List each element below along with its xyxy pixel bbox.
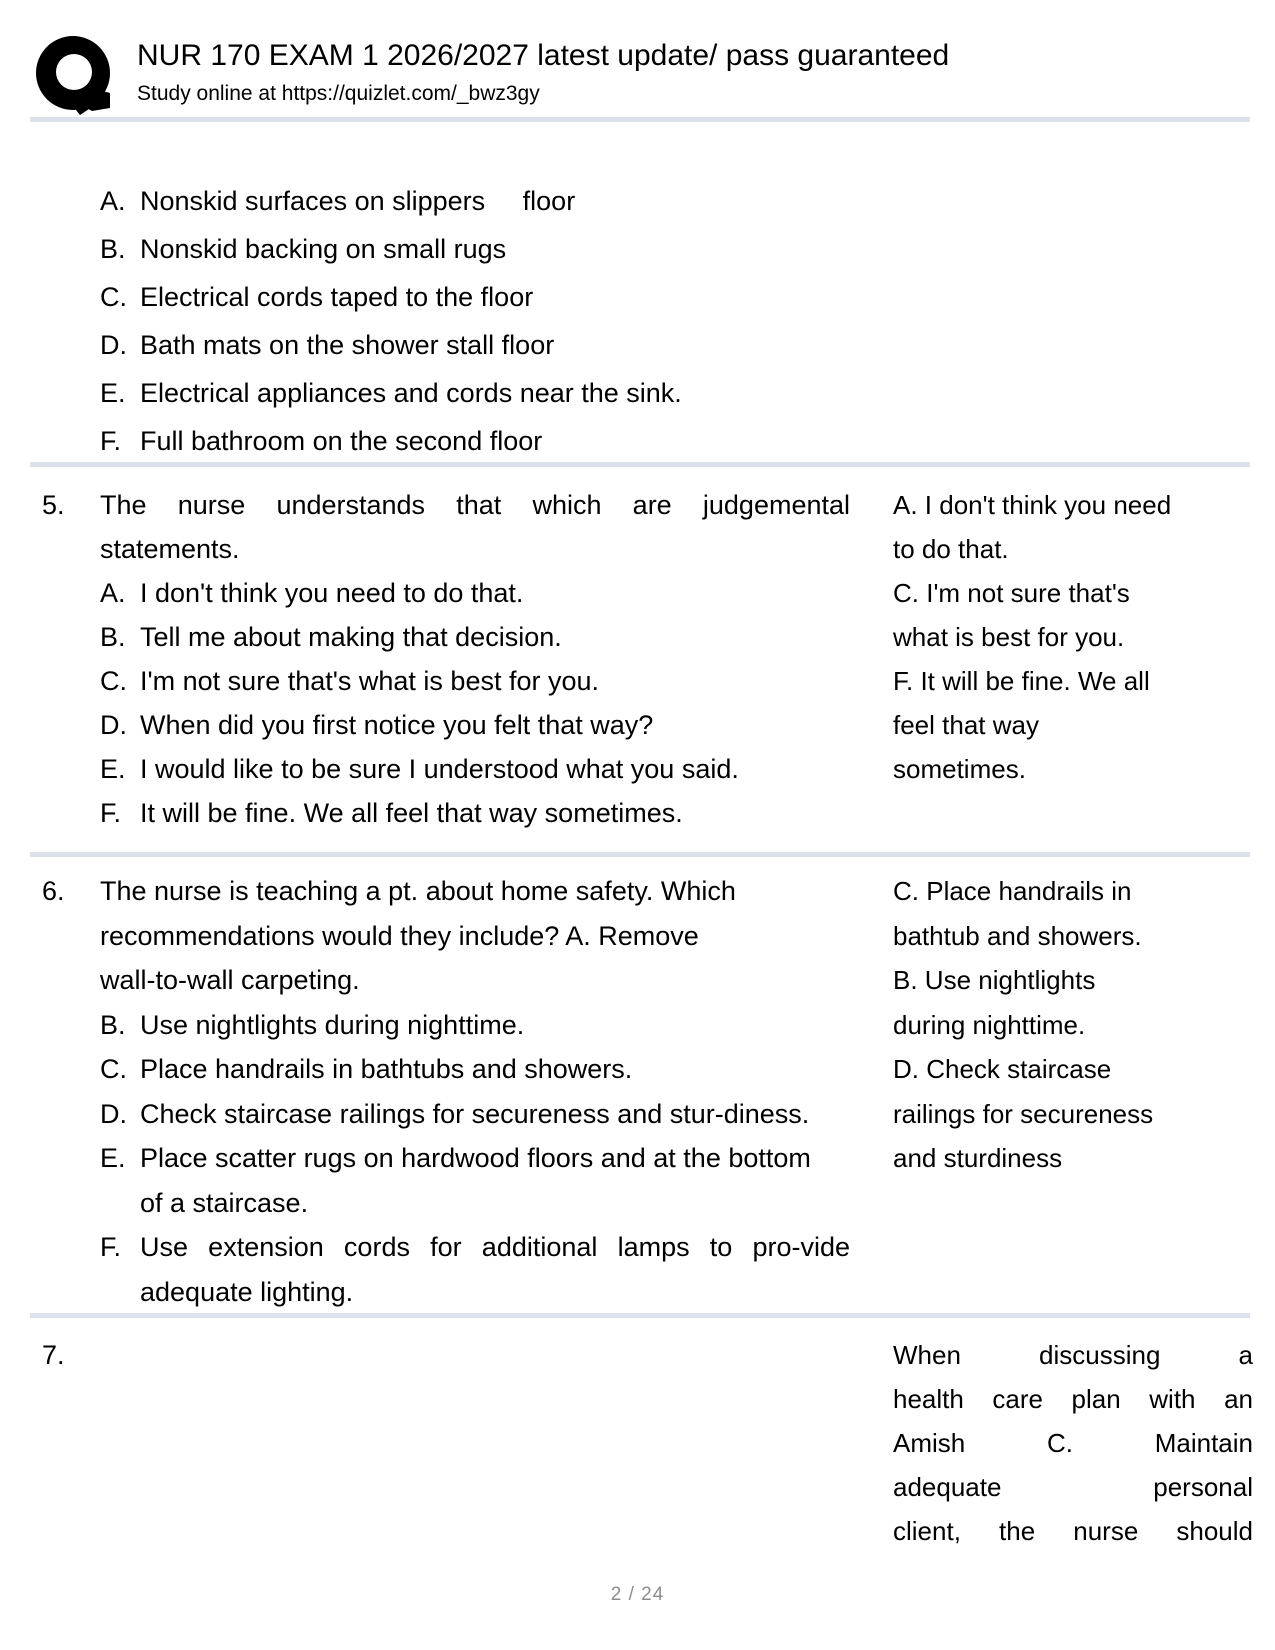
header-divider — [30, 117, 1250, 122]
answer-line: what is best for you. — [893, 622, 1125, 652]
option-row — [100, 1225, 850, 1270]
option-text: Nonskid backing on small rugs — [140, 234, 507, 264]
answer-line: C. I'm not sure that's — [893, 578, 1130, 608]
option-text: Place handrails in bathtubs and showers. — [140, 1054, 633, 1084]
question-number: 5. — [42, 490, 65, 520]
option-row — [100, 369, 850, 417]
answer-block-5 — [893, 483, 1253, 791]
option-letter: E. — [100, 1143, 126, 1173]
answer-line: feel that way — [893, 710, 1039, 740]
section-divider — [30, 462, 1250, 467]
option-text: Nonskid surfaces on slippers floor — [140, 186, 576, 216]
option-letter: B. — [100, 1009, 126, 1040]
option-row — [100, 273, 850, 321]
option-row — [100, 571, 850, 615]
answer-line: and sturdiness — [893, 1143, 1063, 1173]
option-letter: D. — [100, 710, 127, 740]
answer-line: B. Use nightlights — [893, 965, 1096, 995]
answer-block-6 — [893, 869, 1253, 1181]
option-row — [100, 225, 850, 273]
option-text: Electrical appliances and cords near the sink. — [140, 378, 682, 408]
option-row — [100, 615, 850, 659]
option-letter: C. — [100, 282, 127, 312]
question-line: recommendations would they include? A. Remove — [100, 920, 699, 951]
answer-line: client, the nurse should — [893, 1516, 1253, 1546]
option-text: Full bathroom on the second floor — [140, 426, 543, 456]
option-row — [100, 1092, 850, 1137]
option-letter: F. — [100, 426, 122, 456]
option-letter: D. — [100, 1098, 127, 1129]
answer-line: Amish C. Maintain — [893, 1428, 1253, 1458]
question-line: wall-to-wall carpeting. — [100, 965, 360, 995]
option-row — [100, 177, 850, 225]
option-letter: C. — [100, 666, 127, 696]
answer-line: bathtub and showers. — [893, 920, 1142, 951]
option-letter: D. — [100, 330, 127, 360]
section-divider — [30, 1313, 1250, 1318]
option-letter: C. — [100, 1054, 127, 1084]
answer-line: A. I don't think you need — [893, 490, 1172, 520]
answer-line: during nighttime. — [893, 1009, 1086, 1040]
option-letter: F. — [100, 798, 122, 828]
option-text: Bath mats on the shower stall floor — [140, 330, 555, 360]
option-row — [100, 1047, 850, 1092]
option-row — [100, 417, 850, 465]
option-row — [100, 747, 850, 791]
option-letter: A. — [100, 186, 126, 216]
option-text: I don't think you need to do that. — [140, 578, 524, 608]
study-online-link[interactable]: Study online at https://quizlet.com/_bwz3gy — [137, 82, 540, 105]
answer-line: D. Check staircase — [893, 1054, 1112, 1084]
answer-line: adequate personal — [893, 1472, 1253, 1502]
answer-line: health care plan with an — [893, 1384, 1253, 1414]
option-text: adequate lighting. — [140, 1276, 354, 1307]
question-number: 7. — [42, 1340, 65, 1370]
page-title: NUR 170 EXAM 1 2026/2027 latest update/ pass guaranteed — [137, 39, 950, 72]
option-continuation-row — [100, 1270, 850, 1315]
option-text: When did you first notice you felt that way? — [140, 710, 654, 740]
option-row — [100, 1003, 850, 1048]
option-text: Tell me about making that decision. — [140, 622, 562, 652]
question-line: The nurse is teaching a pt. about home safety. Which — [100, 876, 736, 906]
option-row — [100, 791, 850, 835]
option-row — [100, 1136, 850, 1181]
answer-line: F. It will be fine. We all — [893, 666, 1150, 696]
answer-line: When discussing a — [893, 1340, 1253, 1370]
question-block-options-continued — [100, 177, 850, 465]
page-number: 2 / 24 — [610, 1584, 665, 1605]
option-letter: A. — [100, 578, 126, 608]
option-letter: F. — [100, 1232, 122, 1262]
question-number: 6. — [42, 876, 65, 906]
question-line: The nurse understands that which are judgemental — [100, 490, 850, 520]
option-text: Use extension cords for additional lamps to pro-vide — [140, 1232, 850, 1262]
option-letter: E. — [100, 754, 126, 784]
quizlet-q-icon — [34, 35, 112, 115]
question-block-6 — [100, 869, 850, 1314]
option-row — [100, 703, 850, 747]
option-text: I would like to be sure I understood what you said. — [140, 754, 739, 784]
option-text: It will be fine. We all feel that way sometimes. — [140, 798, 683, 828]
option-letter: B. — [100, 234, 126, 264]
section-divider — [30, 852, 1250, 857]
option-text: I'm not sure that's what is best for you. — [140, 666, 600, 696]
option-continuation-row — [100, 1181, 850, 1226]
option-text: Use nightlights during nighttime. — [140, 1009, 525, 1040]
answer-line: sometimes. — [893, 754, 1026, 784]
question-block-5 — [100, 483, 850, 835]
answer-block-7 — [893, 1333, 1253, 1553]
option-text: Check staircase railings for secureness and stur-diness. — [140, 1098, 810, 1129]
option-text: of a staircase. — [140, 1187, 309, 1218]
answer-line: C. Place handrails in — [893, 876, 1132, 906]
option-letter: B. — [100, 622, 126, 652]
question-line: statements. — [100, 534, 240, 564]
option-letter: E. — [100, 378, 126, 408]
option-row — [100, 659, 850, 703]
option-text: Electrical cords taped to the floor — [140, 282, 534, 312]
answer-line: railings for secureness — [893, 1098, 1154, 1129]
option-text: Place scatter rugs on hardwood floors and at the bottom — [140, 1143, 811, 1173]
answer-line: to do that. — [893, 534, 1009, 564]
option-row — [100, 321, 850, 369]
